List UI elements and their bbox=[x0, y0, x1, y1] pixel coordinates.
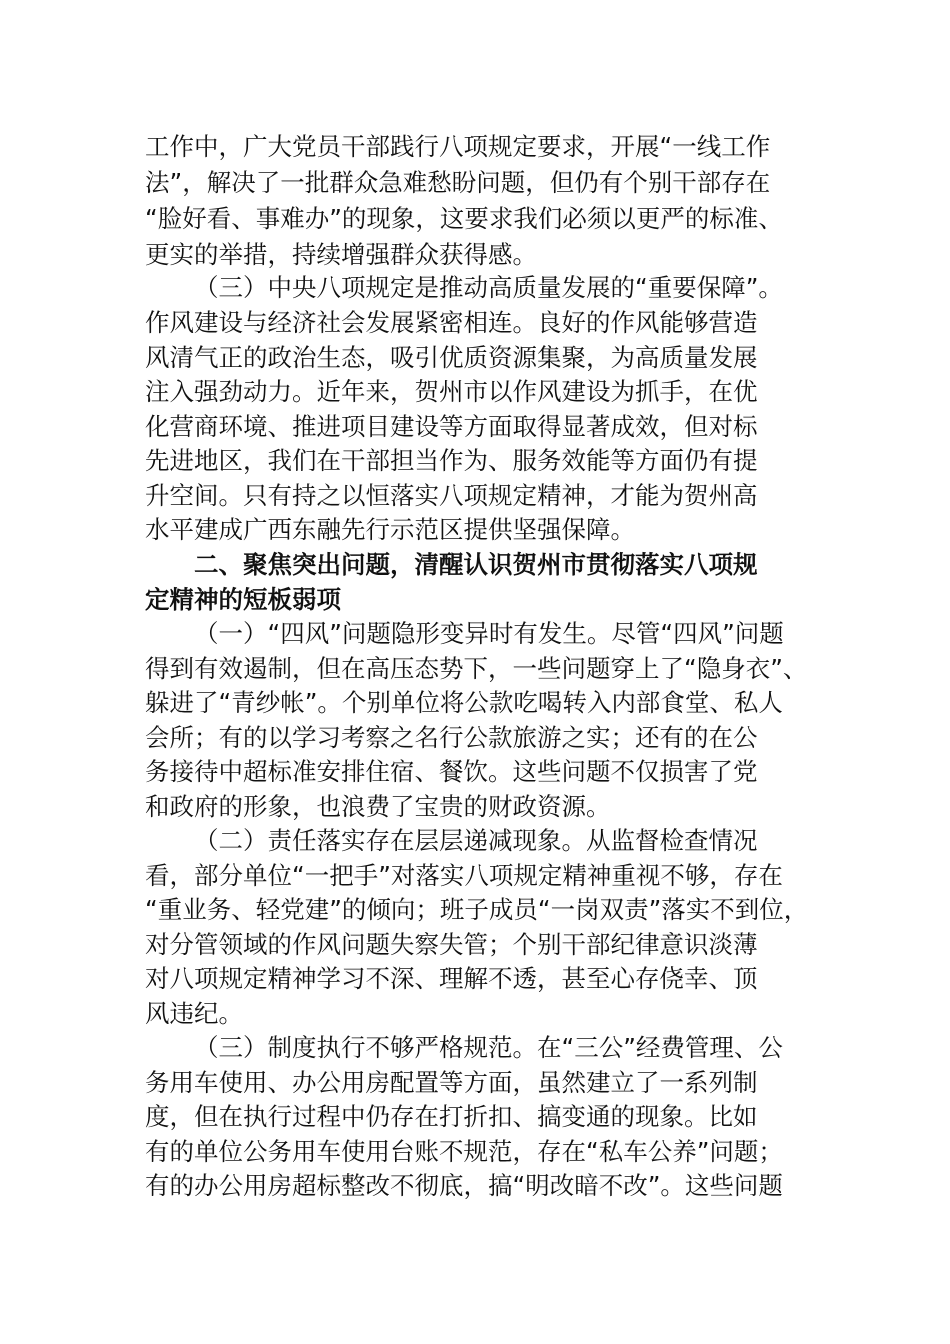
text-line: 得到有效遏制，但在高压态势下，一些问题穿上了“隐身衣”、 bbox=[145, 654, 808, 683]
text-line: 和政府的形象，也浪费了宝贵的财政资源。 bbox=[145, 792, 611, 821]
chapter-heading-continued: 定精神的短板弱项 bbox=[145, 585, 341, 614]
text-line: 工作中，广大党员干部践行八项规定要求，开展“一线工作 bbox=[145, 132, 771, 161]
text-line: 务用车使用、办公用房配置等方面，虽然建立了一系列制 bbox=[145, 1068, 758, 1097]
text-line: 务接待中超标准安排住宿、餐饮。这些问题不仅损害了党 bbox=[145, 757, 758, 786]
text-line: 有的单位公务用车使用台账不规范，存在“私车公养”问题； bbox=[145, 1137, 783, 1166]
text-line: 风违纪。 bbox=[145, 999, 243, 1028]
section-heading: （一）“四风”问题隐形变异时有发生。尽管“四风”问题 bbox=[194, 619, 784, 648]
text-line: 对八项规定精神学习不深、理解不透，甚至心存侥幸、顶 bbox=[145, 964, 758, 993]
text-line: 注入强劲动力。近年来，贺州市以作风建设为抓手，在优 bbox=[145, 377, 758, 406]
chapter-heading: 二、聚焦突出问题，清醒认识贺州市贯彻落实八项规 bbox=[194, 550, 758, 579]
section-heading: （三）中央八项规定是推动高质量发展的“重要保障”。 bbox=[194, 273, 783, 302]
text-line: 升空间。只有持之以恒落实八项规定精神，才能为贺州高 bbox=[145, 481, 758, 510]
text-line: 法”，解决了一批群众急难愁盼问题，但仍有个别干部存在 bbox=[145, 168, 771, 197]
section-heading: （三）制度执行不够严格规范。在“三公”经费管理、公 bbox=[194, 1033, 783, 1062]
text-line: 作风建设与经济社会发展紧密相连。良好的作风能够营造 bbox=[145, 308, 758, 337]
text-line: 会所；有的以学习考察之名行公款旅游之实；还有的在公 bbox=[145, 723, 758, 752]
text-line: “脸好看、事难办”的现象，这要求我们必须以更严的标准、 bbox=[145, 204, 783, 233]
text-line: 先进地区，我们在干部担当作为、服务效能等方面仍有提 bbox=[145, 446, 758, 475]
text-line: 化营商环境、推进项目建设等方面取得显著成效，但对标 bbox=[145, 412, 758, 441]
text-line: 更实的举措，持续增强群众获得感。 bbox=[145, 240, 537, 269]
text-line: “重业务、轻党建”的倾向；班子成员“一岗双责”落实不到位， bbox=[145, 895, 809, 924]
text-line: 度，但在执行过程中仍存在打折扣、搞变通的现象。比如 bbox=[145, 1102, 758, 1131]
text-line: 对分管领域的作风问题失察失管；个别干部纪律意识淡薄 bbox=[145, 930, 758, 959]
section-heading: （二）责任落实存在层层递减现象。从监督检查情况 bbox=[194, 826, 758, 855]
text-line: 看，部分单位“一把手”对落实八项规定精神重视不够，存在 bbox=[145, 861, 783, 890]
text-line: 有的办公用房超标整改不彻底，搞“明改暗不改”。这些问题 bbox=[145, 1171, 783, 1200]
text-line: 水平建成广西东融先行示范区提供坚强保障。 bbox=[145, 515, 635, 544]
text-line: 风清气正的政治生态，吸引优质资源集聚，为高质量发展 bbox=[145, 343, 758, 372]
text-line: 躲进了“青纱帐”。个别单位将公款吃喝转入内部食堂、私人 bbox=[145, 688, 783, 717]
